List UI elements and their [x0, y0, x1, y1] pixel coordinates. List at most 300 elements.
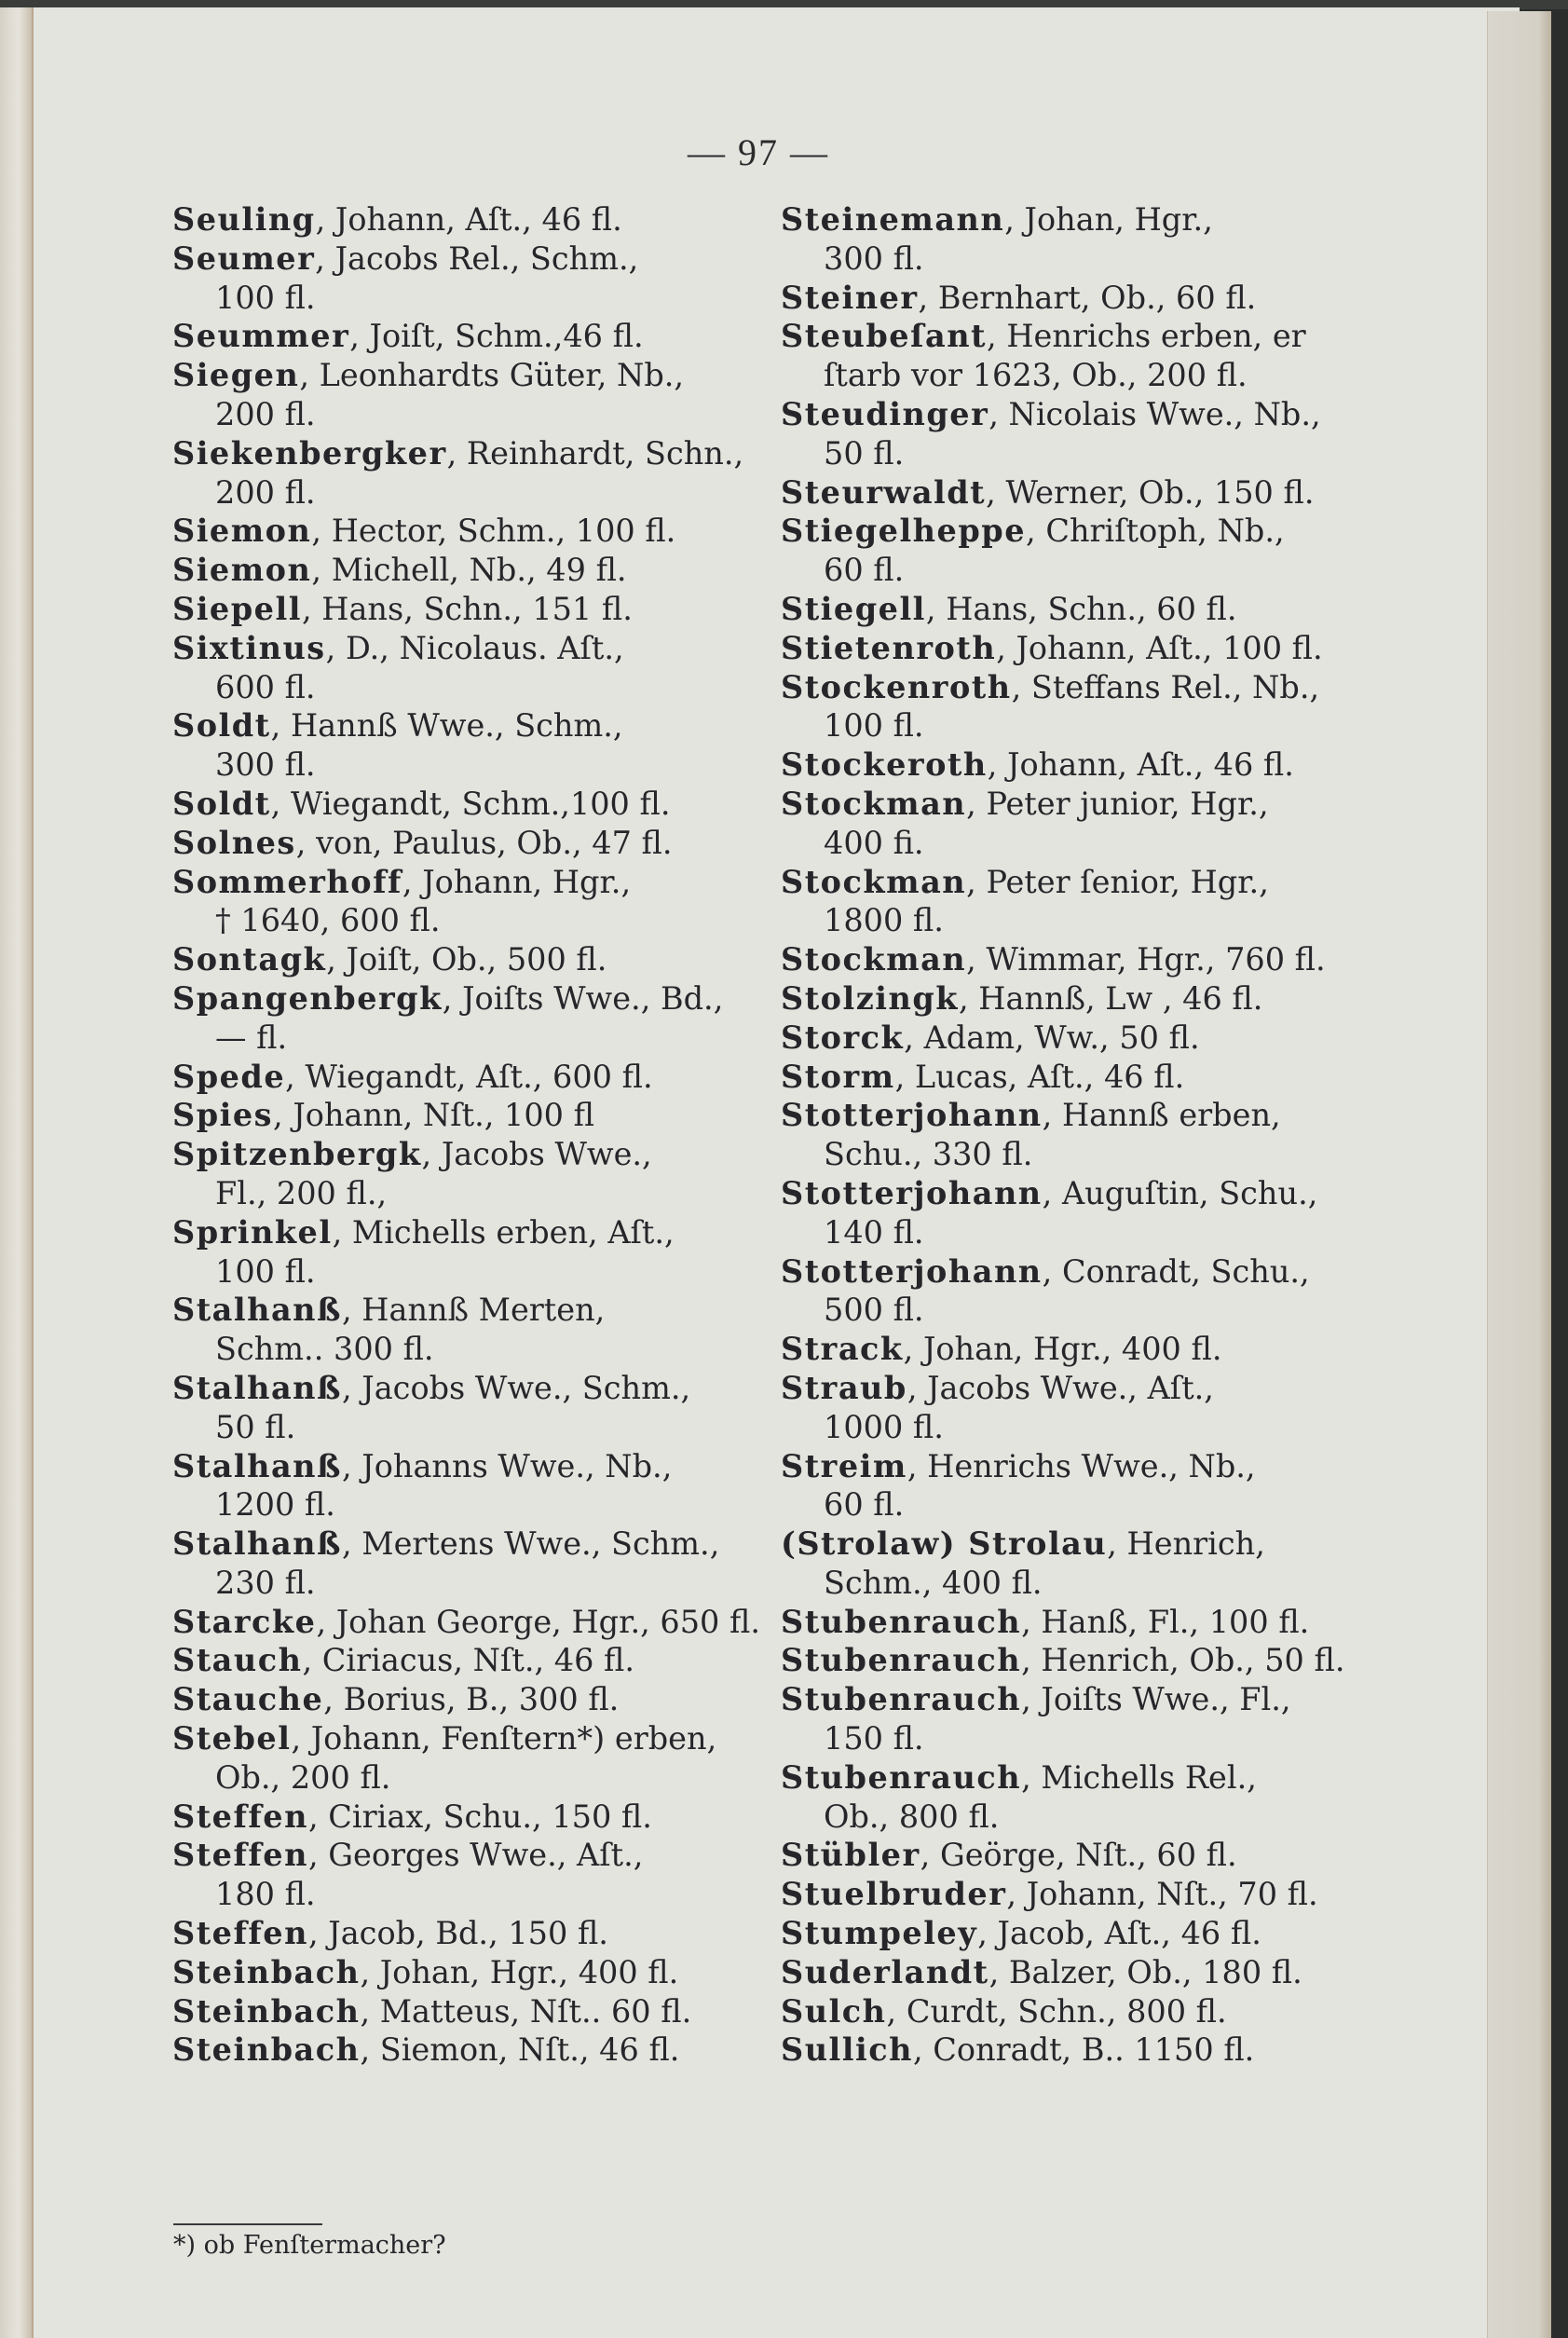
entry-continuation: 600 fl.: [215, 668, 316, 705]
entry-details: , Hans, Schn., 60 fl.: [925, 590, 1237, 627]
register-entry: [172, 1992, 769, 2031]
register-entry: [172, 1603, 769, 1642]
entry-continuation: 300 fl.: [824, 239, 924, 277]
register-entry: [781, 1758, 1377, 1837]
register-entry: [172, 706, 769, 785]
register-entry: [781, 200, 1377, 279]
entry-continuation: † 1640, 600 fl.: [215, 902, 441, 939]
entry-first-line: [781, 1058, 1377, 1097]
entry-first-line: [172, 239, 769, 279]
entry-surname: Steubeſant: [781, 318, 988, 355]
footnote-rule: [173, 2223, 322, 2225]
entry-surname: Siepell: [172, 590, 302, 627]
entry-surname: Stockeroth: [781, 746, 988, 784]
entry-surname: Solnes: [172, 824, 296, 861]
entry-surname: Seumer: [172, 239, 316, 277]
page-number: — 97 —: [688, 131, 829, 173]
entry-details: , Bernhart, Ob., 60 fl.: [918, 279, 1257, 316]
register-entry: [172, 979, 769, 1058]
entry-first-line: [781, 863, 1377, 902]
entry-details: , Henrich,: [1107, 1525, 1265, 1563]
entry-details: , Conradt, Schu.,: [1042, 1252, 1310, 1290]
entry-details: , Johan, Hgr.,: [1004, 201, 1213, 238]
right-column: [781, 200, 1377, 2070]
entry-details: , Joiſts Wwe., Bd.,: [442, 979, 724, 1017]
register-entry: [781, 1369, 1377, 1447]
entry-surname: Storck: [781, 1019, 905, 1056]
register-entry: [781, 1603, 1377, 1642]
entry-details: , Johann, Hgr.,: [402, 863, 632, 900]
entry-first-line: [781, 590, 1377, 629]
register-entry: [172, 1914, 769, 1953]
entry-surname: Spangenbergk: [172, 979, 443, 1017]
entry-surname: Steffen: [172, 1915, 308, 1952]
entry-first-line: [781, 1603, 1377, 1642]
entry-surname: Stietenroth: [781, 629, 997, 666]
entry-surname: Steiner: [781, 279, 919, 316]
register-entry: [172, 824, 769, 863]
register-entry: [781, 1447, 1377, 1525]
entry-details: , Henrichs Wwe., Nb.,: [907, 1447, 1256, 1484]
entry-surname: Steinbach: [172, 1953, 361, 1990]
entry-first-line: [172, 1680, 769, 1719]
register-entry: [781, 279, 1377, 318]
register-entry: [172, 1719, 769, 1798]
right-page-edge: [1487, 11, 1551, 2338]
entry-surname: Suderlandt: [781, 1953, 989, 1990]
entry-first-line: [172, 317, 769, 356]
entry-continuation: 230 fl.: [215, 1564, 316, 1601]
entry-first-line: [172, 979, 769, 1019]
entry-surname: Siemon: [172, 552, 312, 589]
entry-continuation: 100 fl.: [824, 707, 924, 745]
entry-surname: Sullich: [781, 2031, 913, 2069]
entry-continuation: 60 fl.: [824, 552, 905, 589]
entry-surname: Siegen: [172, 357, 300, 394]
entry-continuation: 100 fl.: [215, 1252, 316, 1290]
entry-first-line: [172, 1058, 769, 1097]
entry-details: , Hannß Merten,: [341, 1292, 606, 1329]
entry-surname: Sprinkel: [172, 1213, 333, 1251]
entry-continuation: Fl., 200 fl.,: [215, 1174, 388, 1211]
entry-surname: Stalhanß: [172, 1292, 342, 1329]
entry-details: , Borius, B., 300 fl.: [323, 1681, 620, 1718]
entry-continuation: 1800 fl.: [824, 902, 944, 939]
entry-surname: Stotterjohann: [781, 1252, 1043, 1290]
entry-first-line: [781, 629, 1377, 668]
entry-first-line: [781, 668, 1377, 707]
entry-surname: Stolzingk: [781, 979, 959, 1017]
entry-first-line: [781, 785, 1377, 824]
entry-details: , Jacob, Aſt., 46 fl.: [977, 1915, 1261, 1952]
entry-details: , Adam, Ww., 50 fl.: [904, 1019, 1200, 1056]
entry-surname: Stebel: [172, 1720, 292, 1757]
left-page-edge: [0, 7, 34, 2338]
entry-details: , Johan, Hgr., 400 fl.: [903, 1331, 1222, 1368]
entry-continuation: Ob., 200 fl.: [215, 1758, 391, 1796]
entry-surname: Steffen: [172, 1798, 308, 1835]
register-entry: [172, 317, 769, 356]
entry-first-line: [781, 1096, 1377, 1135]
entry-details: , Johann, Aſt., 46 fl.: [987, 746, 1294, 784]
entry-surname: Stubenrauch: [781, 1758, 1022, 1796]
entry-details: , Jacobs Wwe., Aſt.,: [907, 1369, 1214, 1406]
entry-surname: Starcke: [172, 1603, 317, 1640]
entry-details: , Johann, Fenſtern*) erben,: [291, 1720, 717, 1757]
entry-details: , Johanns Wwe., Nb.,: [341, 1447, 673, 1484]
entry-first-line: [781, 1019, 1377, 1058]
entry-continuation: Schm., 400 fl.: [824, 1564, 1043, 1601]
entry-details: , Wiegandt, Aſt., 600 fl.: [285, 1058, 653, 1095]
entry-surname: Stockman: [781, 785, 967, 822]
entry-details: , Mertens Wwe., Schm.,: [341, 1525, 720, 1563]
register-entry: [172, 200, 769, 239]
entry-first-line: [172, 1603, 769, 1642]
register-entry: [781, 473, 1377, 513]
register-entry: [172, 512, 769, 551]
register-entry: [781, 1641, 1377, 1680]
register-entry: [172, 356, 769, 434]
entry-details: , Jacobs Wwe., Schm.,: [341, 1369, 691, 1406]
entry-details: , Werner, Ob., 150 fl.: [986, 473, 1315, 511]
entry-first-line: [781, 200, 1377, 239]
entry-continuation: 200 fl.: [215, 395, 316, 432]
entry-details: , Balzer, Ob., 180 fl.: [989, 1953, 1302, 1990]
entry-first-line: [781, 1680, 1377, 1719]
register-entry: [172, 1135, 769, 1213]
entry-first-line: [172, 863, 769, 902]
entry-surname: Stalhanß: [172, 1369, 342, 1406]
entry-first-line: [781, 279, 1377, 318]
entry-surname: Soldt: [172, 785, 271, 822]
entry-first-line: [172, 590, 769, 629]
entry-first-line: [172, 1369, 769, 1408]
entry-details: , Reinhardt, Schn.,: [446, 434, 744, 472]
entry-first-line: [172, 1641, 769, 1680]
register-entry: [172, 940, 769, 979]
entry-continuation: 150 fl.: [824, 1720, 924, 1757]
entry-first-line: [781, 1641, 1377, 1680]
entry-first-line: [781, 1174, 1377, 1213]
entry-details: , Georges Wwe., Aſt.,: [307, 1837, 644, 1874]
entry-surname: Stuelbruder: [781, 1876, 1007, 1913]
entry-first-line: [781, 1875, 1377, 1914]
register-entry: [781, 2030, 1377, 2070]
entry-surname: Steinemann: [781, 201, 1005, 238]
entry-details: , Leonhardts Güter, Nb.,: [299, 357, 685, 394]
register-entry: [781, 395, 1377, 473]
entry-first-line: [781, 473, 1377, 513]
register-entry: [172, 1096, 769, 1135]
entry-details: , Joiſt, Schm.,46 fl.: [349, 318, 644, 355]
entry-surname: Seuling: [172, 201, 316, 238]
register-entry: [781, 512, 1377, 590]
entry-first-line: [172, 1135, 769, 1174]
entry-surname: Stalhanß: [172, 1447, 342, 1484]
entry-surname: Steinbach: [172, 1992, 361, 2030]
entry-first-line: [172, 2030, 769, 2070]
entry-surname: Stockman: [781, 863, 967, 900]
entry-first-line: [781, 1836, 1377, 1875]
entry-first-line: [172, 434, 769, 473]
entry-surname: Spitzenbergk: [172, 1136, 422, 1173]
left-column: [172, 200, 769, 2070]
entry-first-line: [781, 1953, 1377, 1992]
register-entry: [172, 1369, 769, 1447]
entry-surname: Streim: [781, 1447, 907, 1484]
entry-surname: Sulch: [781, 1992, 887, 2030]
entry-continuation: 100 fl.: [215, 279, 316, 316]
entry-details: , Nicolais Wwe., Nb.,: [989, 395, 1321, 432]
entry-first-line: [781, 940, 1377, 979]
entry-first-line: [172, 551, 769, 590]
entry-surname: Stübler: [781, 1837, 920, 1874]
entry-continuation: Schm.. 300 fl.: [215, 1331, 434, 1368]
entry-continuation: — fl.: [215, 1019, 288, 1056]
entry-details: , Michells erben, Aſt.,: [332, 1213, 675, 1251]
register-entry: [781, 1914, 1377, 1953]
entry-details: , Peter ſenior, Hgr.,: [966, 863, 1269, 900]
register-entry: [781, 317, 1377, 395]
register-entry: [781, 1680, 1377, 1758]
register-entry: [781, 863, 1377, 941]
entry-first-line: [781, 1369, 1377, 1408]
entry-continuation: Ob., 800 fl.: [824, 1798, 1000, 1835]
entry-details: , Jacob, Bd., 150 fl.: [307, 1915, 608, 1952]
entry-details: , Steffans Rel., Nb.,: [1011, 668, 1320, 705]
entry-continuation: 200 fl.: [215, 473, 316, 511]
entry-first-line: [781, 1252, 1377, 1292]
entry-surname: Sixtinus: [172, 629, 326, 666]
entry-first-line: [172, 1291, 769, 1330]
entry-details: , Jacobs Rel., Schm.,: [315, 239, 639, 277]
entry-continuation: 500 fl.: [824, 1292, 924, 1329]
entry-continuation: Schu., 330 fl.: [824, 1136, 1033, 1173]
entry-details: , Johann, Nſt., 70 fl.: [1006, 1876, 1318, 1913]
entry-surname: Stubenrauch: [781, 1681, 1022, 1718]
register-entry: [172, 785, 769, 824]
entry-first-line: [172, 1447, 769, 1486]
register-entry: [781, 940, 1377, 979]
entry-details: , Conradt, B.. 1150 fl.: [912, 2031, 1255, 2069]
entry-surname: Strack: [781, 1331, 904, 1368]
register-entry: [172, 1641, 769, 1680]
entry-surname: Siemon: [172, 513, 312, 550]
register-entry: [172, 1447, 769, 1525]
register-entry: [172, 1680, 769, 1719]
register-entry: [781, 668, 1377, 746]
entry-first-line: [172, 356, 769, 395]
entry-surname: Stockman: [781, 941, 967, 978]
entry-surname: Spies: [172, 1097, 274, 1134]
entry-details: , Johann, Aſt., 100 fl.: [996, 629, 1323, 666]
entry-first-line: [172, 1798, 769, 1837]
entry-first-line: [781, 979, 1377, 1019]
entry-surname: Steurwaldt: [781, 473, 987, 511]
entry-continuation: 300 fl.: [215, 746, 316, 784]
entry-details: , Henrich, Ob., 50 fl.: [1021, 1642, 1345, 1679]
entry-continuation: 140 fl.: [824, 1213, 924, 1251]
entry-surname: Seummer: [172, 318, 350, 355]
register-entry: [172, 1953, 769, 1992]
entry-first-line: [172, 785, 769, 824]
register-entry: [781, 590, 1377, 629]
entry-details: , Henrichs erben, er: [987, 318, 1306, 355]
register-entry: [172, 434, 769, 513]
entry-continuation: 1000 fl.: [824, 1408, 944, 1445]
register-entry: [781, 1953, 1377, 1992]
register-entry: [172, 1798, 769, 1837]
entry-continuation: 50 fl.: [215, 1408, 296, 1445]
entry-first-line: [172, 1096, 769, 1135]
entry-surname: (Strolaw) Strolau: [781, 1525, 1108, 1563]
entry-details: , Wimmar, Hgr., 760 fl.: [966, 941, 1326, 978]
register-entry: [781, 1019, 1377, 1058]
entry-surname: Stubenrauch: [781, 1603, 1022, 1640]
register-entry: [781, 1992, 1377, 2031]
entry-details: , Johann, Aſt., 46 fl.: [315, 201, 622, 238]
entry-continuation: 180 fl.: [215, 1876, 316, 1913]
entry-first-line: [781, 1758, 1377, 1798]
entry-continuation: ſtarb vor 1623, Ob., 200 fl.: [824, 357, 1248, 394]
entry-details: , Joiſts Wwe., Fl.,: [1021, 1681, 1291, 1718]
entry-first-line: [172, 940, 769, 979]
entry-details: , Chriſtoph, Nb.,: [1026, 513, 1285, 550]
entry-first-line: [172, 1992, 769, 2031]
register-entry: [781, 1252, 1377, 1331]
register-entry: [172, 2030, 769, 2070]
register-entry: [781, 1058, 1377, 1097]
entry-details: , Peter junior, Hgr.,: [966, 785, 1269, 822]
entry-first-line: [172, 1953, 769, 1992]
entry-details: , Matteus, Nſt.. 60 fl.: [360, 1992, 692, 2030]
entry-surname: Steudinger: [781, 395, 989, 432]
register-entry: [781, 1875, 1377, 1914]
register-entry: [172, 551, 769, 590]
entry-details: , Johann, Nſt., 100 fl: [273, 1097, 594, 1134]
register-entry: [781, 1524, 1377, 1603]
entry-surname: Stauch: [172, 1642, 303, 1679]
entry-details: , Michells Rel.,: [1021, 1758, 1257, 1796]
entry-details: , Joiſt, Ob., 500 fl.: [326, 941, 607, 978]
register-entry: [781, 1174, 1377, 1252]
entry-continuation: 60 fl.: [824, 1486, 905, 1524]
entry-details: , Hannß, Lw , 46 fl.: [958, 979, 1263, 1017]
register-entry: [781, 1096, 1377, 1174]
entry-surname: Stubenrauch: [781, 1642, 1022, 1679]
entry-first-line: [781, 1524, 1377, 1564]
entry-first-line: [172, 512, 769, 551]
entry-continuation: 50 fl.: [824, 434, 905, 472]
register-entry: [781, 745, 1377, 785]
entry-details: , Hans, Schn., 151 fl.: [301, 590, 633, 627]
register-entry: [781, 1330, 1377, 1369]
entry-details: , Hector, Schm., 100 fl.: [311, 513, 676, 550]
entry-first-line: [172, 824, 769, 863]
entry-surname: Spede: [172, 1058, 286, 1095]
entry-details: , Ciriax, Schu., 150 fl.: [307, 1798, 652, 1835]
register-entry: [172, 629, 769, 707]
entry-surname: Soldt: [172, 707, 271, 745]
entry-details: , Johan George, Hgr., 650 fl.: [316, 1603, 760, 1640]
entry-surname: Steffen: [172, 1837, 308, 1874]
entry-details: , Jacobs Wwe.,: [421, 1136, 652, 1173]
entry-first-line: [781, 745, 1377, 785]
entry-continuation: 400 fi.: [824, 824, 924, 861]
entry-continuation: 1200 fl.: [215, 1486, 335, 1524]
entry-details: , Wiegandt, Schm.,100 fl.: [270, 785, 671, 822]
entry-surname: Stumpeley: [781, 1915, 978, 1952]
entry-surname: Stauche: [172, 1681, 324, 1718]
entry-details: , Geörge, Nſt., 60 fl.: [920, 1837, 1237, 1874]
entry-first-line: [172, 1914, 769, 1953]
register-entry: [172, 1058, 769, 1097]
register-entry: [172, 1836, 769, 1914]
entry-first-line: [781, 1914, 1377, 1953]
entry-first-line: [781, 1992, 1377, 2031]
entry-first-line: [781, 1330, 1377, 1369]
entry-details: , Hanß, Fl., 100 fl.: [1021, 1603, 1310, 1640]
entry-details: , Johan, Hgr., 400 fl.: [360, 1953, 679, 1990]
entry-surname: Stalhanß: [172, 1525, 342, 1563]
entry-first-line: [172, 706, 769, 745]
entry-surname: Straub: [781, 1369, 907, 1406]
entry-first-line: [172, 629, 769, 668]
entry-details: , Lucas, Aſt., 46 fl.: [894, 1058, 1185, 1095]
entry-surname: Stiegell: [781, 590, 926, 627]
entry-first-line: [172, 1213, 769, 1252]
entry-details: , Curdt, Schn., 800 fl.: [886, 1992, 1227, 2030]
entry-first-line: [781, 2030, 1377, 2070]
register-entry: [172, 863, 769, 941]
entry-surname: Sommerhoff: [172, 863, 402, 900]
entry-surname: Stotterjohann: [781, 1174, 1043, 1211]
entry-surname: Stotterjohann: [781, 1097, 1043, 1134]
register-entry: [172, 1524, 769, 1603]
register-entry: [172, 239, 769, 318]
entry-surname: Steinbach: [172, 2031, 361, 2069]
entry-details: , Hannß erben,: [1042, 1097, 1281, 1134]
entry-surname: Sontagk: [172, 941, 327, 978]
register-entry: [172, 1213, 769, 1292]
register-entry: [781, 629, 1377, 668]
entry-details: , Hannß Wwe., Schm.,: [270, 707, 623, 745]
entry-details: , D., Nicolaus. Aſt.,: [325, 629, 624, 666]
footnote: *) ob Fenſtermacher?: [173, 2231, 446, 2260]
entry-first-line: [172, 1719, 769, 1758]
entry-details: , Auguſtin, Schu.,: [1042, 1174, 1318, 1211]
entry-details: , Siemon, Nſt., 46 fl.: [360, 2031, 680, 2069]
entry-first-line: [781, 395, 1377, 434]
entry-surname: Siekenbergker: [172, 434, 447, 472]
entry-details: , Ciriacus, Nſt., 46 fl.: [302, 1642, 635, 1679]
register-entry: [172, 1291, 769, 1369]
entry-details: , Michell, Nb., 49 fl.: [311, 552, 627, 589]
entry-first-line: [781, 1447, 1377, 1486]
entry-first-line: [781, 317, 1377, 356]
entry-surname: Stockenroth: [781, 668, 1012, 705]
entry-surname: Storm: [781, 1058, 895, 1095]
entry-first-line: [172, 1524, 769, 1564]
register-entry: [781, 1836, 1377, 1875]
entry-details: , von, Paulus, Ob., 47 fl.: [295, 824, 673, 861]
register-entry: [781, 785, 1377, 863]
entry-surname: Stiegelheppe: [781, 513, 1027, 550]
entry-first-line: [172, 200, 769, 239]
register-entry: [172, 590, 769, 629]
entry-first-line: [172, 1836, 769, 1875]
register-entry: [781, 979, 1377, 1019]
